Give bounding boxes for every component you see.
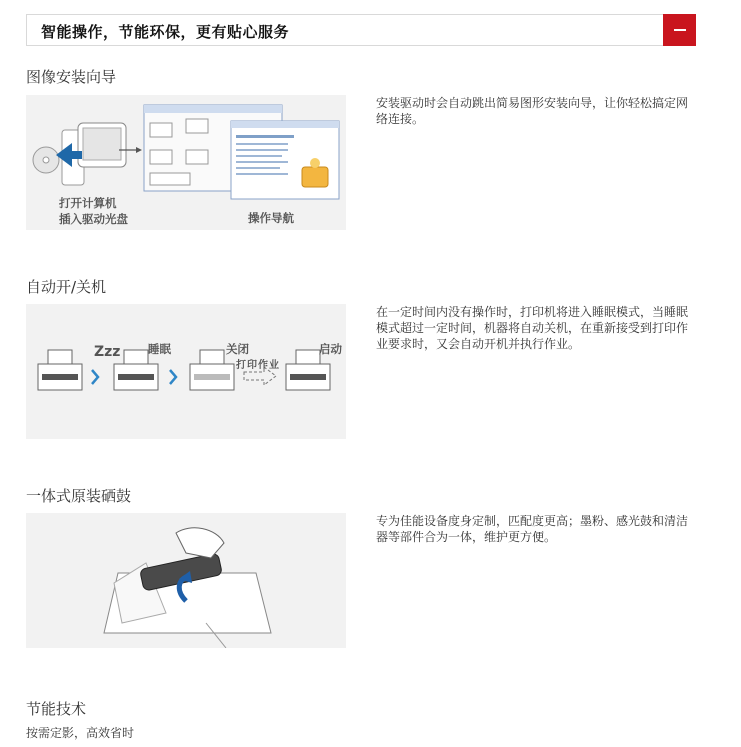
header-title: 智能操作，节能环保，更有贴心服务 xyxy=(41,23,290,41)
label-navigation: 操作导航 xyxy=(248,211,294,225)
section-title-install-wizard: 图像安装向导 xyxy=(26,68,117,86)
cartridge-illustration xyxy=(26,513,346,648)
minus-icon xyxy=(674,29,686,31)
auto-power-image xyxy=(26,304,346,439)
auto-power-illustration xyxy=(26,304,346,439)
label-open-computer: 打开计算机 xyxy=(59,196,117,210)
energy-subtitle: 按需定影，高效省时 xyxy=(26,726,135,740)
label-zzz: Zzz xyxy=(94,344,121,360)
install-wizard-image xyxy=(26,95,346,230)
auto-power-description: 在一定时间内没有操作时，打印机将进入睡眠模式，当睡眠模式超过一定时间，机器将自动关机，在重新接受到打印作业要求时，又会自动开机并执行作业。 xyxy=(376,305,689,351)
section-title-energy: 节能技术 xyxy=(26,700,87,718)
section-title-cartridge: 一体式原装硒鼓 xyxy=(26,487,132,505)
label-insert-disc: 插入驱动光盘 xyxy=(59,212,128,226)
label-off: 关闭 xyxy=(226,342,249,356)
label-sleep: 睡眠 xyxy=(148,342,171,356)
feature-header xyxy=(26,14,696,46)
install-wizard-description: 安装驱动时会自动跳出简易图形安装向导，让你轻松搞定网络连接。 xyxy=(376,96,689,126)
cartridge-image xyxy=(26,513,346,648)
label-print-job: 打印作业 xyxy=(236,360,280,371)
section-title-auto-power: 自动开/关机 xyxy=(26,278,107,296)
cartridge-description: 专为佳能设备度身定制，匹配度更高；墨粉、感光鼓和清洁器等部件合为一体，维护更方便。 xyxy=(376,514,689,544)
label-start: 启动 xyxy=(319,342,342,356)
collapse-button[interactable] xyxy=(663,14,696,46)
